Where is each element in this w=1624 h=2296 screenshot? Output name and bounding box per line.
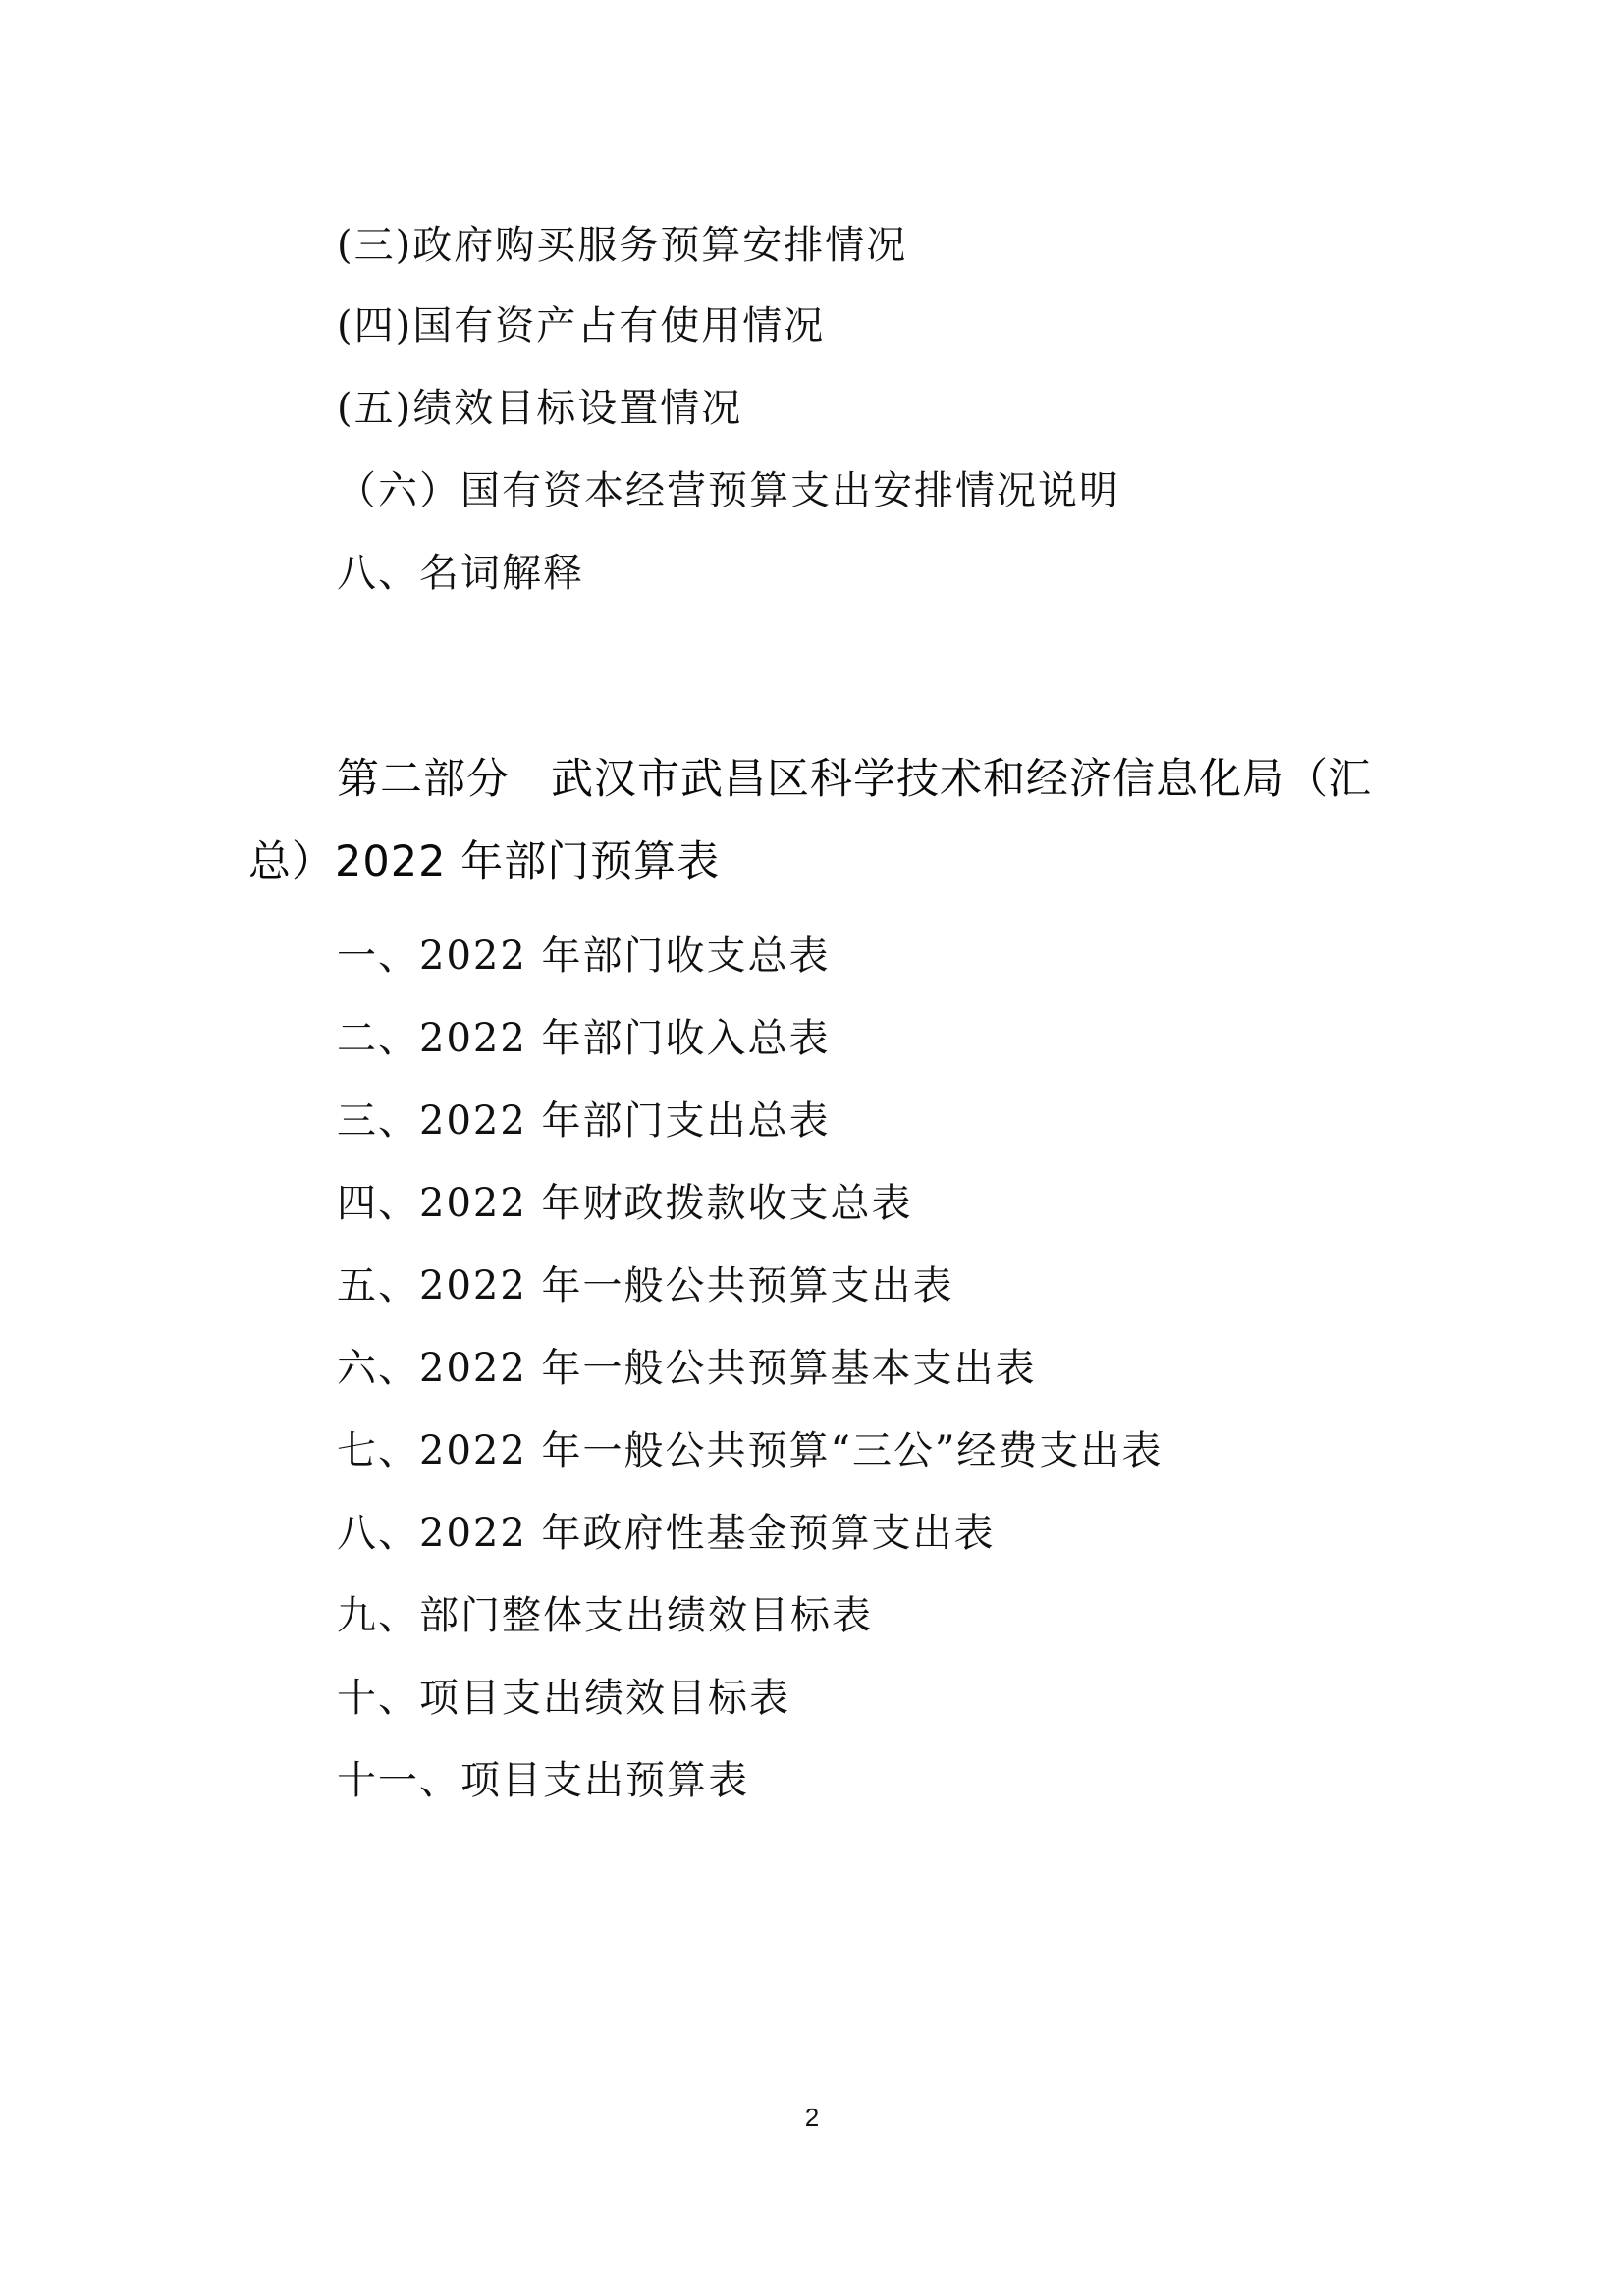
page-number: 2 [804,2103,820,2132]
table-list-item: 十一、项目支出预算表 [337,1758,749,1803]
toc-item-state-capital-budget: （六）国有资本经营预算支出安排情况说明 [337,468,1120,513]
table-list-item: 二、2022 年部门收入总表 [337,1016,831,1061]
table-list-item: 三、2022 年部门支出总表 [337,1098,831,1144]
table-list-item: 十、项目支出绩效目标表 [337,1676,790,1721]
table-list-item: 四、2022 年财政拨款收支总表 [337,1181,913,1226]
part-two-heading-line1 [337,754,1372,805]
table-list-item: 七、2022 年一般公共预算“三公”经费支出表 [337,1428,1164,1473]
toc-item-glossary: 八、名词解释 [337,551,584,596]
table-list-item: 九、部门整体支出绩效目标表 [337,1593,873,1638]
part-two-label: 第二部分 [337,755,510,804]
toc-item-state-assets: (四)国有资产占有使用情况 [337,303,826,348]
table-list-item: 六、2022 年一般公共预算基本支出表 [337,1346,1037,1391]
part-two-title-line1: 武汉市武昌区科学技术和经济信息化局（汇 [551,755,1372,804]
table-list-item: 一、2022 年部门收支总表 [337,934,831,979]
toc-item-performance-goals: (五)绩效目标设置情况 [337,386,743,431]
toc-item-government-procurement: (三)政府购买服务预算安排情况 [337,223,908,268]
part-two-heading-line2: 总）2022 年部门预算表 [248,837,721,886]
table-list-item: 五、2022 年一般公共预算支出表 [337,1263,954,1308]
table-list-item: 八、2022 年政府性基金预算支出表 [337,1511,996,1556]
